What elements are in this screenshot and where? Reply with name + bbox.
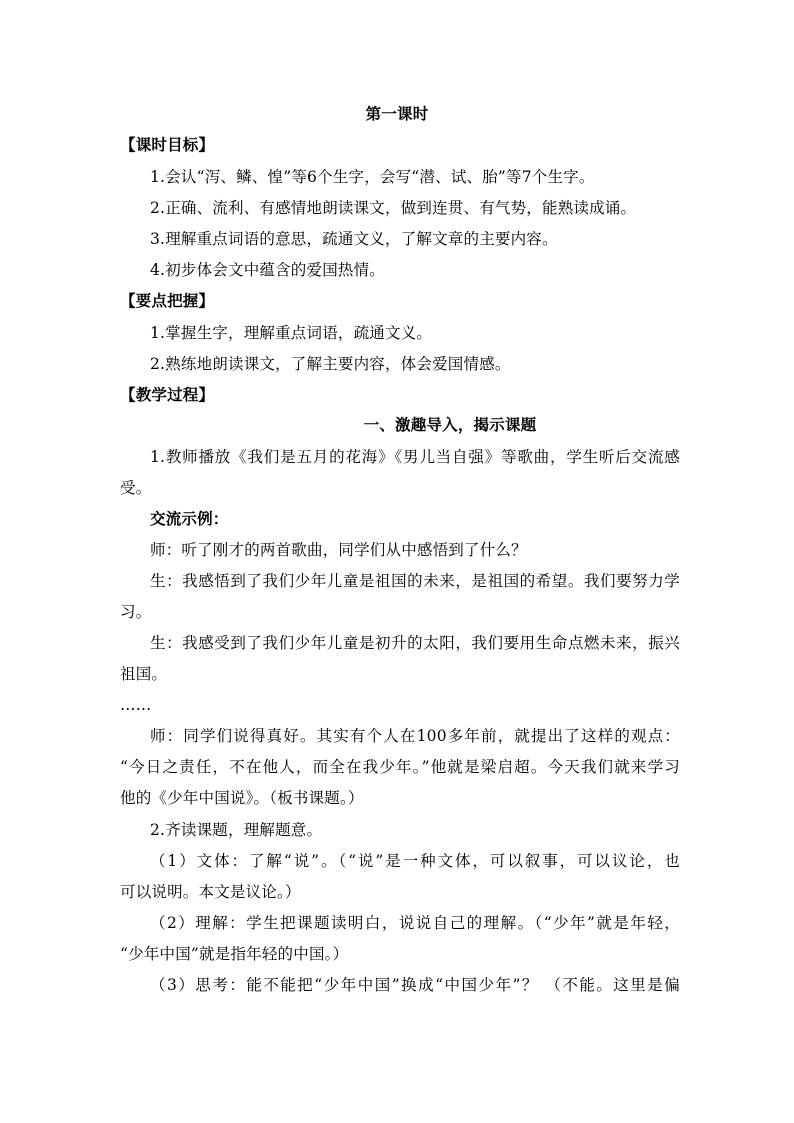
process-subheading: 一、激趣导入，揭示课题 [363, 415, 537, 434]
keypoints-heading: 【要点把握】 [120, 291, 215, 310]
page-title: 第一课时 [365, 104, 429, 123]
goal-item-2: 2.正确、流利、有感情地朗读课文，做到连贯、有气势，能熟读成诵。 [150, 199, 637, 217]
goal-item-3: 3.理解重点词语的意思，疏通文义，了解文章的主要内容。 [150, 230, 558, 248]
example-label: 交流示例： [150, 509, 229, 528]
paragraph-1-line-1: 1.教师播放《我们是五月的花海》《男儿当自强》等歌曲，学生听后交流感 [150, 448, 680, 466]
student-1-line-2: 习。 [120, 603, 152, 621]
teacher-question: 师：听了刚才的两首歌曲，同学们从中感悟到了什么？ [150, 541, 527, 559]
student-2-line-1: 生：我感受到了我们少年儿童是初升的太阳，我们要用生命点燃未来，振兴 [150, 634, 680, 652]
goal-item-4: 4.初步体会文中蕴含的爱国热情。 [150, 261, 385, 279]
teacher-2-line-3: 他的《少年中国说》。（板书课题。） [120, 789, 364, 807]
sub-1-line-2: 可以说明。本文是议论。） [120, 883, 301, 901]
sub-3-line-1: （3）思考：能不能把“少年中国”换成“中国少年”？ （不能。这里是偏 [150, 976, 680, 994]
sub-1-line-1: （1）文体：了解“说”。（“说”是一种文体，可以叙事，可以议论，也 [150, 852, 680, 870]
goals-heading: 【课时目标】 [120, 135, 215, 154]
sub-2-line-1: （2）理解：学生把课题读明白，说说自己的理解。（“少年”就是年轻， [150, 914, 680, 932]
goal-item-1: 1.会认“泻、鳞、惶”等6个生字，会写“潜、试、胎”等7个生字。 [150, 168, 595, 186]
ellipsis: …… [120, 696, 152, 714]
teacher-2-line-1: 师：同学们说得真好。其实有个人在100多年前，就提出了这样的观点： [150, 727, 680, 745]
student-1-line-1: 生：我感悟到了我们少年儿童是祖国的未来，是祖国的希望。我们要努力学 [150, 572, 680, 590]
keypoint-item-1: 1.掌握生字，理解重点词语，疏通文义。 [150, 324, 433, 342]
sub-2-line-2: “少年中国”就是指年轻的中国。） [120, 945, 349, 963]
process-heading: 【教学过程】 [120, 385, 215, 404]
teacher-2-line-2: “今日之责任，不在他人，而全在我少年。”他就是梁启超。今天我们就来学习 [120, 758, 680, 776]
keypoint-item-2: 2.熟练地朗读课文，了解主要内容，体会爱国情感。 [150, 355, 511, 373]
paragraph-1-line-2: 受。 [120, 479, 152, 497]
student-2-line-2: 祖国。 [120, 665, 168, 683]
paragraph-2: 2.齐读课题，理解题意。 [150, 821, 323, 839]
